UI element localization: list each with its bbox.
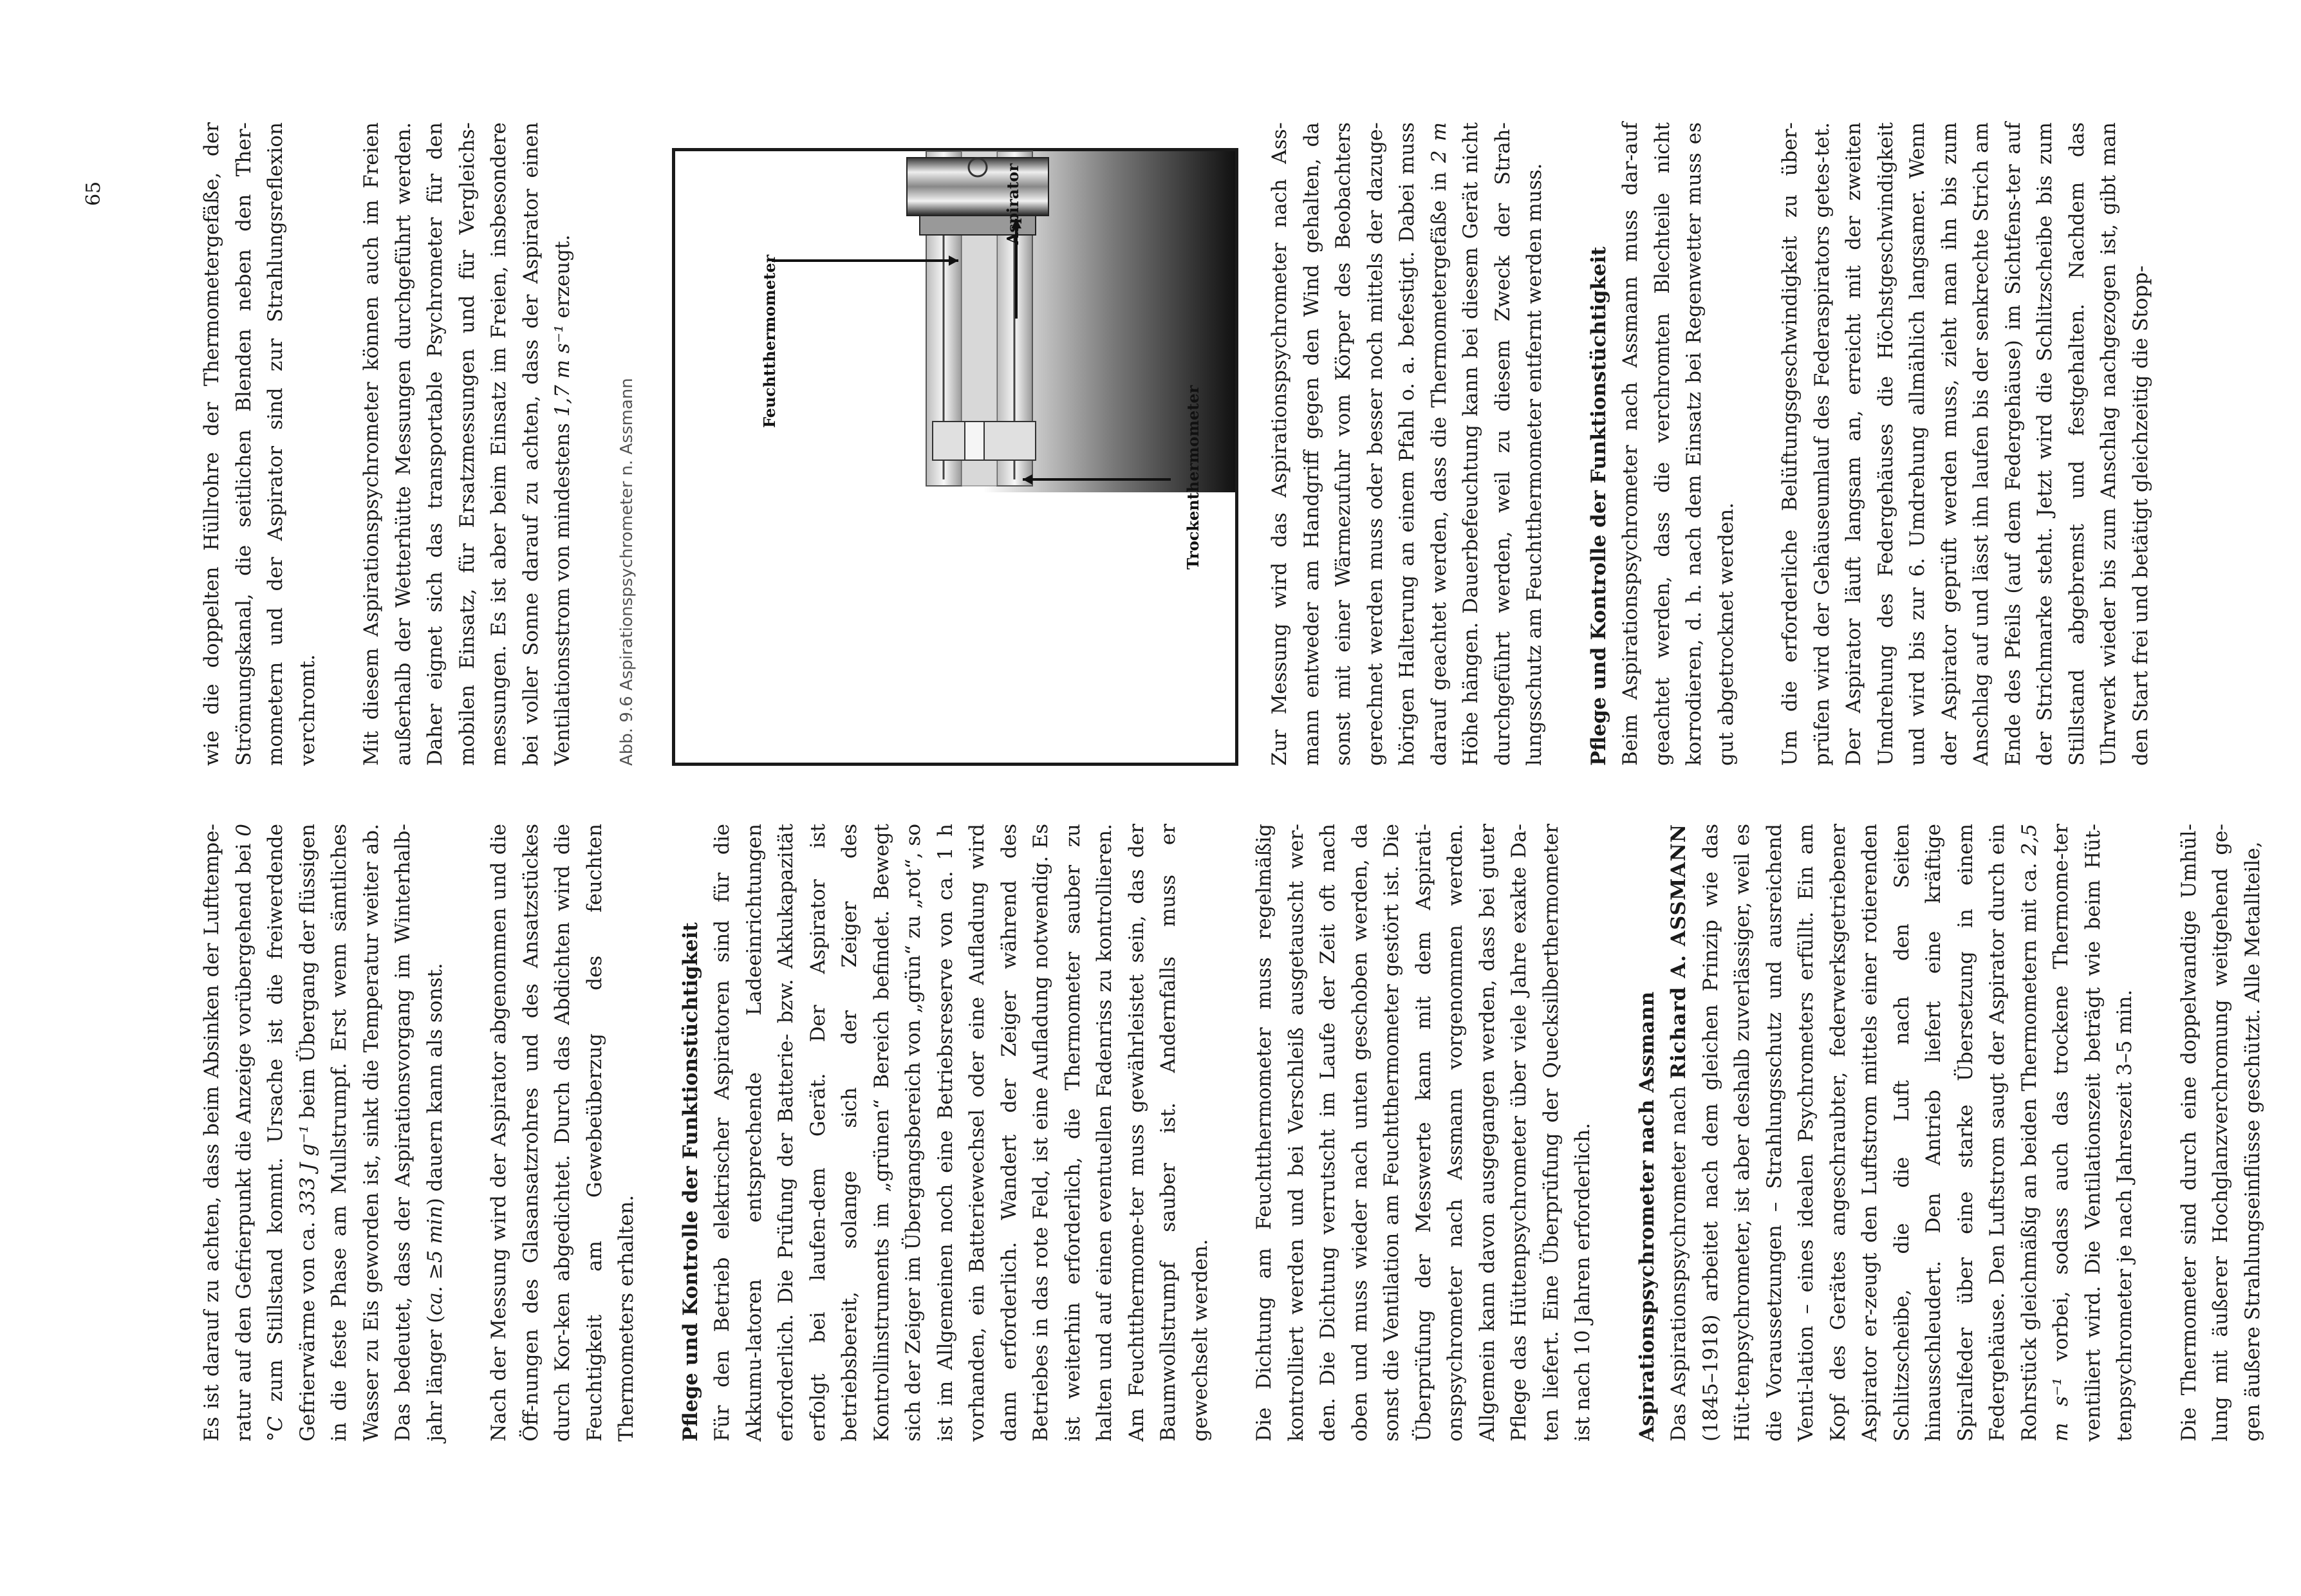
paragraph-thermometer-housing: Die Thermometer sind durch eine doppelwandige Umhül-lung mit äußerer Hochglanzverchromung weitgehend ge-gen äußere Strahlungseinflüsse geschützt. Alle Metallteile,	[2177, 824, 2264, 1442]
paragraph-measurement-procedure: Zur Messung wird das Aspirationspsychrometer nach Ass-mann entweder am Handgriff gegen den Wind gehalten, da sonst mit einer Wärmezufuhr vom Körper des Beobachters gerechnet werden muss oder besser noch mittels der dazuge-hörigen Halterung an einem Pfahl o. a. befestigt. Dabei muss darauf geachtet werden, dass die Thermometergefäße in 2 m Höhe hängen. Dauerbefeuchtung kann bei diesem Gerät nicht durchgeführt werden, weil zu diesem Zweck der Strah-lungsschutz am Feuchtthermometer entfernt werden muss.	[1268, 122, 1546, 766]
psychrometer-photo	[675, 151, 1235, 763]
paragraph-freezing-point: Es ist darauf zu achten, dass beim Absinken der Lufttempe-ratur auf den Gefrierpunkt die Anzeige vorübergehend bei 0 °C zum Stillstand kommt. Ursache ist die freiwerdende Gefrierwärme von ca. 333 J g⁻¹ beim Übergang der flüssigen in die feste Phase am Mullstrumpf. Erst wenn sämtliches Wasser zu Eis geworden ist, sinkt die Temperatur weiter ab. Das bedeutet, dass der Aspirationsvorgang im Winterhalb-jahr länger (ca. ≥5 min) dauern kann als sonst.	[200, 824, 447, 1442]
paragraph-electric-aspirators: Für den Betrieb elektrischer Aspiratoren sind für die Akkumu-latoren entsprechende Ladeeinrichtungen erforderlich. Die Prüfung der Batterie- bzw. Akkukapazität erfolgt bei laufen-dem Gerät. Der Aspirator ist betriebsbereit, solange sich der Zeiger des Kontrollinstruments im „grünen“ Bereich befindet. Bewegt sich der Zeiger im Übergangsbereich von „grün“ zu „rot“, so ist im Allgemeinen noch eine Betriebsreserve von ca. 1 h vorhanden, ein Batteriewechsel oder eine Aufladung wird dann erforderlich. Wandert der Zeiger während des Betriebes in das rote Feld, ist eine Aufladung notwendig. Es ist weiterhin erforderlich, die Thermometer sauber zu halten und auf einen eventuellen Fadenriss zu kontrollieren. Am Feuchtthermome-ter muss gewährleistet sein, das der Baumwollstrumpf sauber ist. Andernfalls muss er gewechselt werden.	[711, 824, 1212, 1442]
page-number: 65	[82, 181, 105, 206]
heading-maintenance: Pflege und Kontrolle der Funktionstüchtigkeit	[678, 922, 702, 1442]
label-feuchtthermometer: Feuchtthermometer	[760, 254, 779, 428]
paragraph-assmann-principle: Das Aspirationspsychrometer nach Richard A. ASSMANN (1845–1918) arbeitet nach dem gleichen Prinzip wie das Hüt-tenpsychrometer, ist aber deshalb zuverlässiger, weil es die Voraussetzungen – Strahlungsschutz und ausreichend Venti-lation – eines idealen Psychrometers erfüllt. Ein am Kopf des Gerätes angeschraubter, federwerksgetriebener Aspirator er-zeugt den Luftstrom mittels einer rotierenden Schlitzscheibe, die die Luft nach den Seiten hinausschleudert. Den Antrieb liefert eine kräftige Spiralfeder über eine starke Übersetzung in einem Federgehäuse. Den Luftstrom saugt der Aspirator durch ein Rohrstück gleichmäßig an beiden Thermometern mit ca. 2,5 m s⁻¹ vorbei, sodass auch das trockene Thermome-ter ventiliert wird. Die Ventilationszeit beträgt wie beim Hüt-tenpsychrometer je nach Jahreszeit 3–5 min.	[1667, 823, 2136, 1442]
heading-assmann: Aspirationspsychrometer nach Assmann	[1635, 991, 1659, 1442]
figure-caption: Abb. 9.6 Aspirationspsychrometer n. Assmann	[617, 378, 637, 766]
label-aspirator: Aspirator	[1003, 163, 1022, 245]
paragraph-after-measurement: Nach der Messung wird der Aspirator abgenommen und die Öff-nungen des Glasansatzrohres und des Ansatzstückes durch Kor-ken abgedichtet. Durch das Abdichten wird die Feuchtigkeit am Gewebeüberzug des feuchten Thermometers erhalten.	[487, 824, 638, 1442]
paragraph-seal-check: Die Dichtung am Feuchtthermometer muss regelmäßig kontrolliert werden und bei Verschleiß ausgetauscht wer-den. Die Dichtung verrutscht im Laufe der Zeit oft nach oben und muss wieder nach unten geschoben werden, da sonst die Ventilation am Feuchtthermometer gestört ist. Die Überprüfung der Messwerte kann mit dem Aspirati-onspsychrometer nach Assmann vorgenommen werden. Allgemein kann davon ausgegangen werden, dass bei guter Pflege das Hüttenpsychrometer über viele Jahre exakte Da-ten liefert. Eine Überprüfung der Quecksilberthermometer ist nach 10 Jahren erforderlich.	[1253, 824, 1594, 1442]
label-trockenthermometer: Trockenthermometer	[1184, 385, 1202, 570]
paragraph-ventilation-test: Um die erforderliche Belüftungsgeschwindigkeit zu über-prüfen wird der Gehäuseumlauf des Federaspirators getes-tet. Der Aspirator läuft langsam an, erreicht mit der zweiten Umdrehung des Federgehäuses die Höchstgeschwindigkeit und wird bis zur 6. Umdrehung allmählich langsamer. Wenn der Aspirator geprüft werden muss, zieht man ihn bis zum Anschlag auf und lässt ihn laufen bis der senkrechte Strich am Ende des Pfeils (auf dem Federgehäuse) im Sichtfens-ter auf der Strichmarke steht. Jetzt wird die Schlitzscheibe bis zum Stillstand abgebremst und festgehalten. Nachdem das Uhrwerk wieder bis zum Anschlag nachgezogen ist, gibt man den Start frei und betätigt gleichzeitig die Stopp-	[1778, 122, 2152, 766]
paragraph-chrome-parts: wie die doppelten Hüllrohre der Thermometergefäße, der Strömungskanal, die seitlichen Blenden neben den Ther-mometern und der Aspirator sind zur Strahlungsreflexion verchromt.	[200, 122, 319, 766]
paragraph-chrome-care: Beim Aspirationspsychrometer nach Assmann muss dar-auf geachtet werden, dass die verchromten Blechteile nicht korrodieren, d. h. nach dem Einsatz bei Regenwetter muss es gut abgetrocknet werden.	[1619, 122, 1738, 766]
left-column	[196, 824, 2301, 1442]
heading-maintenance-assmann: Pflege und Kontrolle der Funktionstüchtigkeit	[1587, 246, 1610, 766]
psychrometer-figure	[672, 148, 1238, 766]
right-column	[196, 122, 2189, 766]
paragraph-outdoor-use: Mit diesem Aspirationspsychrometer können auch im Freien außerhalb der Wetterhütte Messungen durchgeführt werden. Daher eignet sich das transportable Psychrometer für den mobilen Einsatz, für Ersatzmessungen und für Vergleichs-messungen. Es ist aber beim Einsatz im Freien, insbesondere bei voller Sonne darauf zu achten, dass der Aspirator einen Ventilationsstrom von mindestens 1,7 m s⁻¹ erzeugt.	[360, 122, 574, 766]
